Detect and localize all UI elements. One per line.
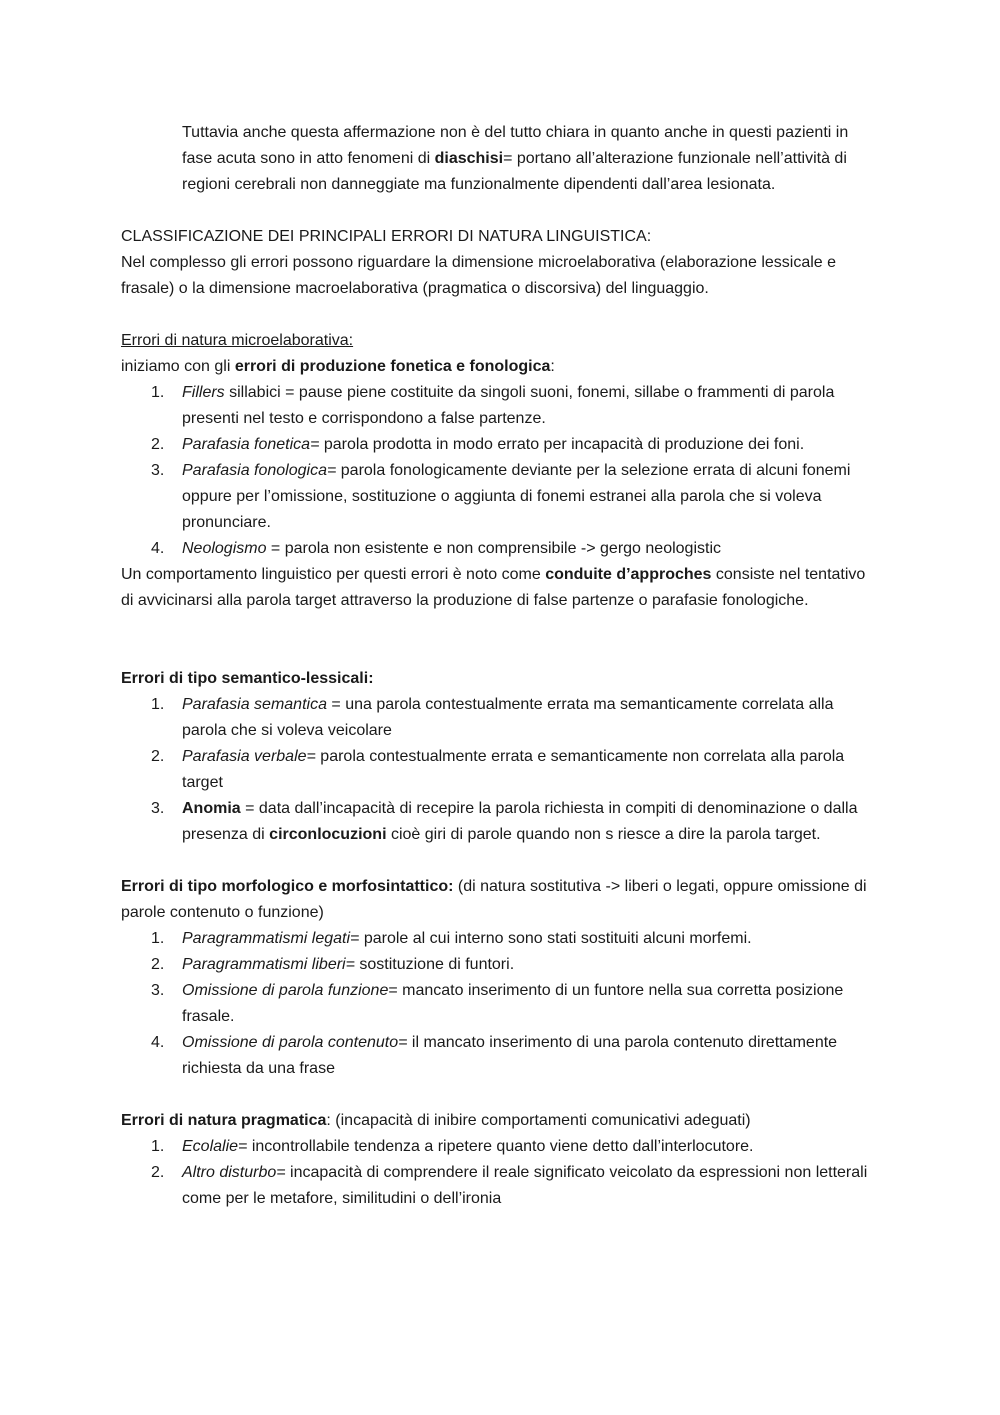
- list-item: [121, 926, 881, 952]
- list-term: Anomia: [182, 800, 241, 817]
- spacer: [121, 302, 881, 328]
- semantic-heading-text: Errori di tipo semantico-lessicali:: [121, 670, 374, 687]
- list-number: 4.: [151, 540, 165, 557]
- micro-list: [121, 380, 881, 562]
- micro-heading: Errori di natura microelaborativa:: [121, 332, 354, 349]
- list-text: = parola non esistente e non comprensibile -> gergo neologistic: [266, 540, 721, 557]
- list-number: 3.: [151, 462, 165, 479]
- classification-text: Nel complesso gli errori possono riguardare la dimensione microelaborativa (elaborazione lessicale e frasale) o la dimensione macroelaborativa (pragmatica o discorsiva) del linguaggio.: [121, 254, 837, 297]
- morph-heading-text: Errori di tipo morfologico e morfosintattico:: [121, 878, 454, 895]
- list-item: [121, 536, 881, 562]
- list-term: Omissione di parola funzione: [182, 982, 389, 999]
- list-item: [121, 978, 881, 1030]
- list-text: = data dall’incapacità di recepire la parola richiesta in compiti di denominazione o dalla presenza di: [182, 800, 858, 843]
- morph-heading-note: (di natura sostitutiva -> liberi o legati, oppure omissione di parole contenuto o funzione): [121, 878, 867, 921]
- list-term: Altro disturbo=: [182, 1164, 286, 1181]
- list-text: incapacità di comprendere il reale significato veicolato da espressioni non letterali come per le metafore, similitudini o dell’ironia: [182, 1164, 868, 1207]
- list-term: Ecolalie=: [182, 1138, 248, 1155]
- list-text: parola fonologicamente deviante per la selezione errata di alcuni fonemi oppure per l’omissione, sostituzione o aggiunta di fonemi estranei alla parola che si voleva pronunciare.: [182, 462, 851, 531]
- list-bold-term: circonlocuzioni: [269, 826, 387, 843]
- list-number: 2.: [151, 436, 165, 453]
- micro-intro-bold: errori di produzione fonetica e fonologica: [234, 358, 551, 375]
- list-number: 3.: [151, 800, 165, 817]
- list-item: [121, 458, 881, 536]
- list-number: 2.: [151, 748, 165, 765]
- list-text: parole al cui interno sono stati sostituiti alcuni morfemi.: [359, 930, 752, 947]
- list-term: Fillers: [182, 384, 225, 401]
- list-item: [121, 796, 881, 848]
- list-text: sillabici = pause piene costituite da singoli suoni, fonemi, sillabe o frammenti di parola presenti nel testo e corrispondono a false partenze.: [182, 384, 835, 427]
- spacer: [121, 1082, 881, 1108]
- list-number: 2.: [151, 1164, 165, 1181]
- list-number: 1.: [151, 930, 165, 947]
- list-term: Parafasia verbale=: [182, 748, 316, 765]
- semantic-list: [121, 692, 881, 848]
- list-number: 1.: [151, 696, 165, 713]
- micro-outro-text-cont: consiste nel tentativo di avvicinarsi alla parola target attraverso la produzione di false partenze o parafasie fonologiche.: [121, 566, 866, 609]
- list-term: Paragrammatismi liberi=: [182, 956, 355, 973]
- list-number: 1.: [151, 1138, 165, 1155]
- intro-paragraph: [121, 120, 881, 198]
- list-number: 4.: [151, 1034, 165, 1051]
- list-term: Paragrammatismi legati=: [182, 930, 360, 947]
- morph-list: [121, 926, 881, 1082]
- intro-bold-term: diaschisi: [434, 150, 504, 167]
- classification-heading: CLASSIFICAZIONE DEI PRINCIPALI ERRORI DI NATURA LINGUISTICA:: [121, 228, 652, 245]
- micro-intro: [121, 354, 881, 380]
- list-text: sostituzione di funtori.: [354, 956, 515, 973]
- pragmatic-heading-note: : (incapacità di inibire comportamenti comunicativi adeguati): [326, 1112, 751, 1129]
- list-text-cont: cioè giri di parole quando non s riesce a dire la parola target.: [386, 826, 821, 843]
- micro-intro-colon: :: [550, 358, 555, 375]
- list-text: il mancato inserimento di una parola contenuto direttamente richiesta da una frase: [182, 1034, 838, 1077]
- list-text: = mancato inserimento di un funtore nella sua corretta posizione frasale.: [182, 982, 844, 1025]
- list-text: parola prodotta in modo errato per incapacità di produzione dei foni.: [319, 436, 805, 453]
- micro-outro-text: Un comportamento linguistico per questi errori è noto come: [121, 566, 546, 583]
- list-text: parola contestualmente errata e semanticamente non correlata alla parola target: [182, 748, 845, 791]
- semantic-heading: [121, 666, 881, 692]
- list-item: [121, 952, 881, 978]
- spacer: [121, 848, 881, 874]
- list-term: Parafasia fonologica=: [182, 462, 337, 479]
- list-number: 3.: [151, 982, 165, 999]
- list-item: [121, 380, 881, 432]
- pragmatic-heading: [121, 1108, 881, 1134]
- list-term: Parafasia fonetica=: [182, 436, 320, 453]
- document-body: [121, 120, 881, 1212]
- spacer: [121, 198, 881, 224]
- list-term: Neologismo: [182, 540, 267, 557]
- list-item: [121, 1160, 881, 1212]
- pragmatic-list: [121, 1134, 881, 1212]
- list-item: [121, 1030, 881, 1082]
- intro-text-cont: = portano all’alterazione funzionale nell’attività di regioni cerebrali non danneggiate ma funzionalmente dipendenti dall’area lesionata.: [182, 150, 847, 193]
- list-number: 2.: [151, 956, 165, 973]
- intro-text: Tuttavia anche questa affermazione non è del tutto chiara in quanto anche in questi pazienti in fase acuta sono in atto fenomeni di: [182, 124, 849, 167]
- list-item: [121, 1134, 881, 1160]
- list-term: Omissione di parola contenuto=: [182, 1034, 408, 1051]
- list-item: [121, 744, 881, 796]
- micro-outro-bold: conduite d’approches: [545, 566, 712, 583]
- micro-intro-text: iniziamo con gli: [121, 358, 235, 375]
- list-item: [121, 432, 881, 458]
- pragmatic-heading-text: Errori di natura pragmatica: [121, 1112, 327, 1129]
- list-item: [121, 692, 881, 744]
- list-number: 1.: [151, 384, 165, 401]
- spacer: [121, 614, 881, 666]
- morph-heading: [121, 874, 881, 926]
- list-text: = una parola contestualmente errata ma semanticamente correlata alla parola che si voleva veicolare: [182, 696, 834, 739]
- list-term: Parafasia semantica: [182, 696, 327, 713]
- micro-outro: [121, 562, 881, 614]
- list-text: incontrollabile tendenza a ripetere quanto viene detto dall’interlocutore.: [247, 1138, 754, 1155]
